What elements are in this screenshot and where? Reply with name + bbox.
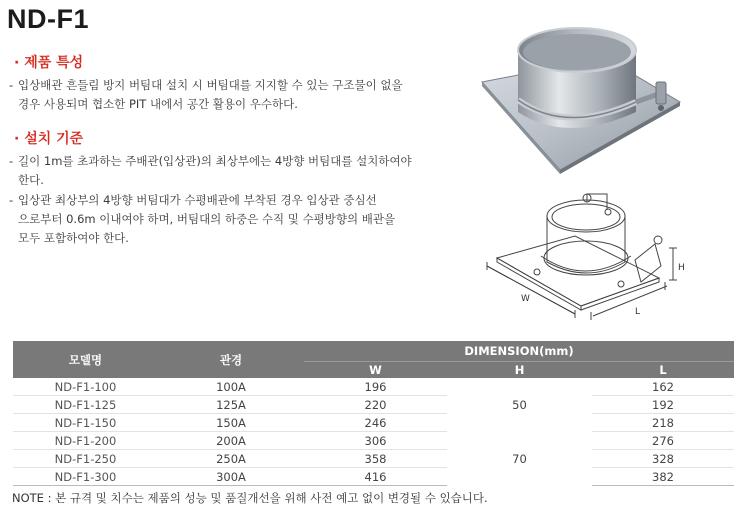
table-row bbox=[13, 450, 734, 468]
cell-model: ND-F1-125 bbox=[13, 396, 158, 414]
cell-l: 382 bbox=[592, 468, 734, 486]
footer-note: NOTE : 본 규격 및 치수는 제품의 성능 및 품질개선을 위해 사전 예고 없이 변경될 수 있습니다. bbox=[12, 491, 488, 505]
criteria-item-text: 길이 1m를 초과하는 주배관(입상관)의 최상부에는 4방향 버팀대를 설치하여야 한다. bbox=[18, 154, 412, 187]
table-row bbox=[13, 396, 734, 414]
header-size: 관경 bbox=[158, 341, 304, 378]
cell-model: ND-F1-300 bbox=[13, 468, 158, 486]
cell-h-group: 70 bbox=[512, 451, 527, 466]
cell-l: 192 bbox=[592, 396, 734, 414]
cell-w: 358 bbox=[304, 450, 447, 468]
table-row bbox=[13, 378, 734, 396]
cell-size: 200A bbox=[158, 432, 304, 450]
bullet-dash: - bbox=[9, 78, 14, 92]
features-item-text: 입상배관 흔들림 방지 버팀대 설치 시 버팀대를 지지할 수 있는 구조물이 없을 경우 사용되며 협소한 PIT 내에서 공간 활용이 우수하다. bbox=[18, 78, 403, 111]
table-row bbox=[13, 468, 734, 486]
cell-l: 276 bbox=[592, 432, 734, 450]
dimension-drawing bbox=[475, 188, 705, 333]
drawing-label-l: L bbox=[635, 307, 641, 317]
cell-l: 162 bbox=[592, 378, 734, 396]
table-row bbox=[13, 432, 734, 450]
drawing-label-w: W bbox=[521, 294, 530, 304]
cell-w: 416 bbox=[304, 468, 447, 486]
page-title: ND-F1 bbox=[7, 4, 89, 34]
cell-model: ND-F1-250 bbox=[13, 450, 158, 468]
cell-l: 218 bbox=[592, 414, 734, 432]
criteria-item-text: 입상관 최상부의 4방향 버팀대가 수평배관에 부착된 경우 입상관 중심선 으로부터 0.6m 이내여야 하며, 버팀대의 하중은 수직 및 수평방향의 배관을 모두 포함하여야 한다. bbox=[18, 193, 396, 245]
drawing-label-h: H bbox=[678, 263, 685, 273]
cell-size: 100A bbox=[158, 378, 304, 396]
cell-w: 246 bbox=[304, 414, 447, 432]
cell-size: 300A bbox=[158, 468, 304, 486]
cell-w: 196 bbox=[304, 378, 447, 396]
cell-w: 220 bbox=[304, 396, 447, 414]
table-row bbox=[13, 414, 734, 432]
cell-model: ND-F1-200 bbox=[13, 432, 158, 450]
header-l: L bbox=[592, 362, 734, 379]
cell-l: 328 bbox=[592, 450, 734, 468]
bullet-dash: - bbox=[9, 193, 14, 207]
criteria-heading: · 설치 기준 bbox=[14, 131, 84, 147]
cell-model: ND-F1-100 bbox=[13, 378, 158, 396]
header-model: 모델명 bbox=[13, 341, 158, 378]
cell-size: 150A bbox=[158, 414, 304, 432]
header-h: H bbox=[447, 362, 592, 379]
features-item bbox=[9, 76, 449, 114]
criteria-item bbox=[9, 152, 449, 190]
features-heading: · 제품 특성 bbox=[14, 55, 84, 71]
product-photo bbox=[466, 20, 696, 190]
cell-size: 125A bbox=[158, 396, 304, 414]
criteria-item bbox=[9, 191, 449, 248]
bullet-dash: - bbox=[9, 154, 14, 168]
header-w: W bbox=[304, 362, 447, 379]
cell-size: 250A bbox=[158, 450, 304, 468]
spec-table bbox=[13, 341, 734, 486]
header-dimension: DIMENSION(mm) bbox=[304, 341, 734, 362]
cell-w: 306 bbox=[304, 432, 447, 450]
cell-model: ND-F1-150 bbox=[13, 414, 158, 432]
cell-h-group: 50 bbox=[512, 397, 527, 412]
